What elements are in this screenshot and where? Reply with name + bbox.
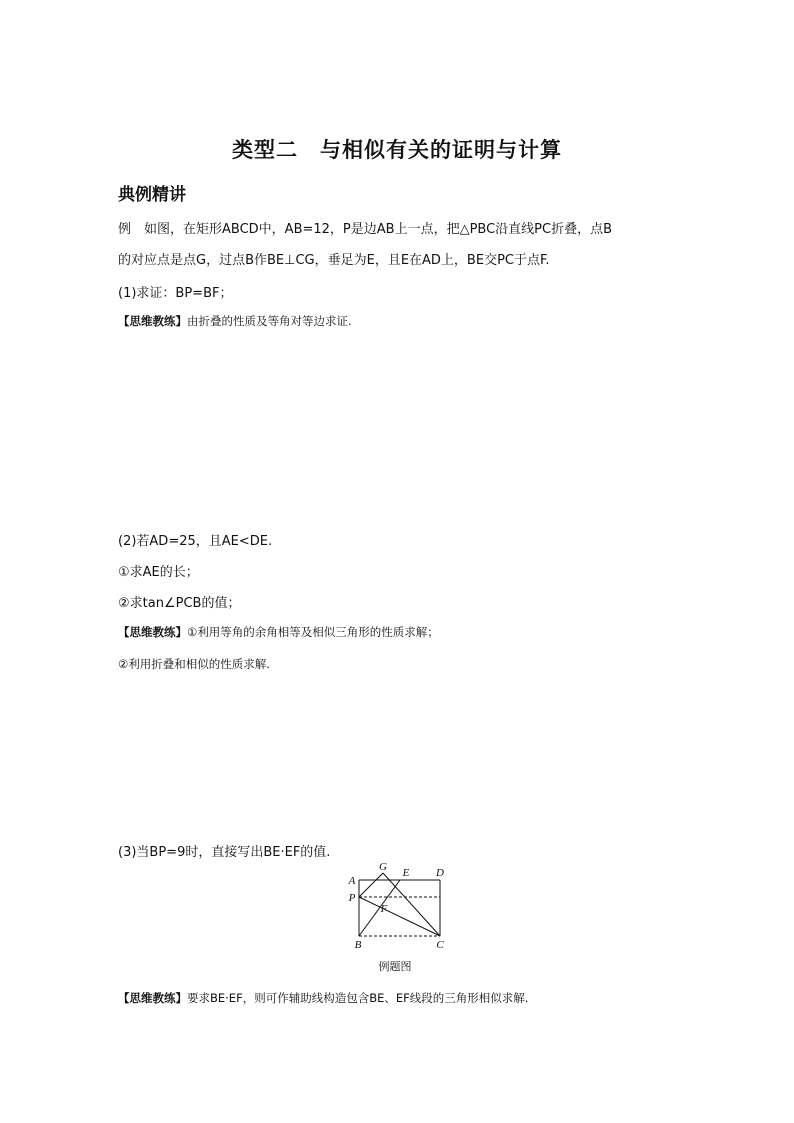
- label-a: A: [348, 875, 356, 887]
- section-heading: 典例精讲: [118, 185, 186, 205]
- hint-2: [118, 624, 439, 640]
- label-c: C: [436, 939, 444, 951]
- figure-caption: 例题图: [378, 960, 412, 973]
- hint-2-text-1: ①利用等角的余角相等及相似三角形的性质求解；: [187, 625, 439, 639]
- page-title: 类型二 与相似有关的证明与计算: [232, 138, 562, 162]
- hint-3: [118, 990, 528, 1006]
- label-e: E: [402, 867, 410, 879]
- question-2-part-1: ①求AE的长；: [118, 565, 199, 580]
- example-line-2: 的对应点是点G，过点B作BE⊥CG，垂足为E，且E在AD上，BE交PC于点F.: [118, 253, 550, 268]
- example-line-1: 例 如图，在矩形ABCD中，AB=12，P是边AB上一点，把△PBC沿直线PC折叠，点B: [118, 222, 613, 237]
- question-3: (3)当BP=9时，直接写出BE·EF的值.: [118, 845, 331, 860]
- label-b: B: [354, 939, 362, 951]
- hint-2-line-2: ②利用折叠和相似的性质求解.: [118, 657, 270, 671]
- hint-1-text: 由折叠的性质及等角对等边求证.: [187, 314, 352, 328]
- label-p: P: [348, 892, 356, 904]
- segment-pc: [359, 897, 440, 936]
- hint-3-text: 要求BE·EF，则可作辅助线构造包含BE、EF线段的三角形相似求解.: [187, 991, 529, 1005]
- question-2: (2)若AD=25，且AE<DE.: [118, 534, 273, 549]
- segment-pg: [359, 873, 383, 897]
- hint-2-tag: 【思维教练】: [118, 625, 187, 639]
- segment-gc: [383, 873, 440, 936]
- question-1: (1)求证：BP=BF；: [118, 286, 233, 301]
- label-f: F: [380, 903, 388, 915]
- hint-3-tag: 【思维教练】: [118, 991, 187, 1005]
- hint-1-tag: 【思维教练】: [118, 314, 187, 328]
- segment-be: [359, 880, 400, 936]
- geometry-figure: [330, 860, 460, 955]
- label-g: G: [379, 861, 387, 873]
- question-2-part-2: ②求tan∠PCB的值；: [118, 596, 241, 611]
- label-d: D: [436, 867, 444, 879]
- hint-1: [118, 313, 352, 329]
